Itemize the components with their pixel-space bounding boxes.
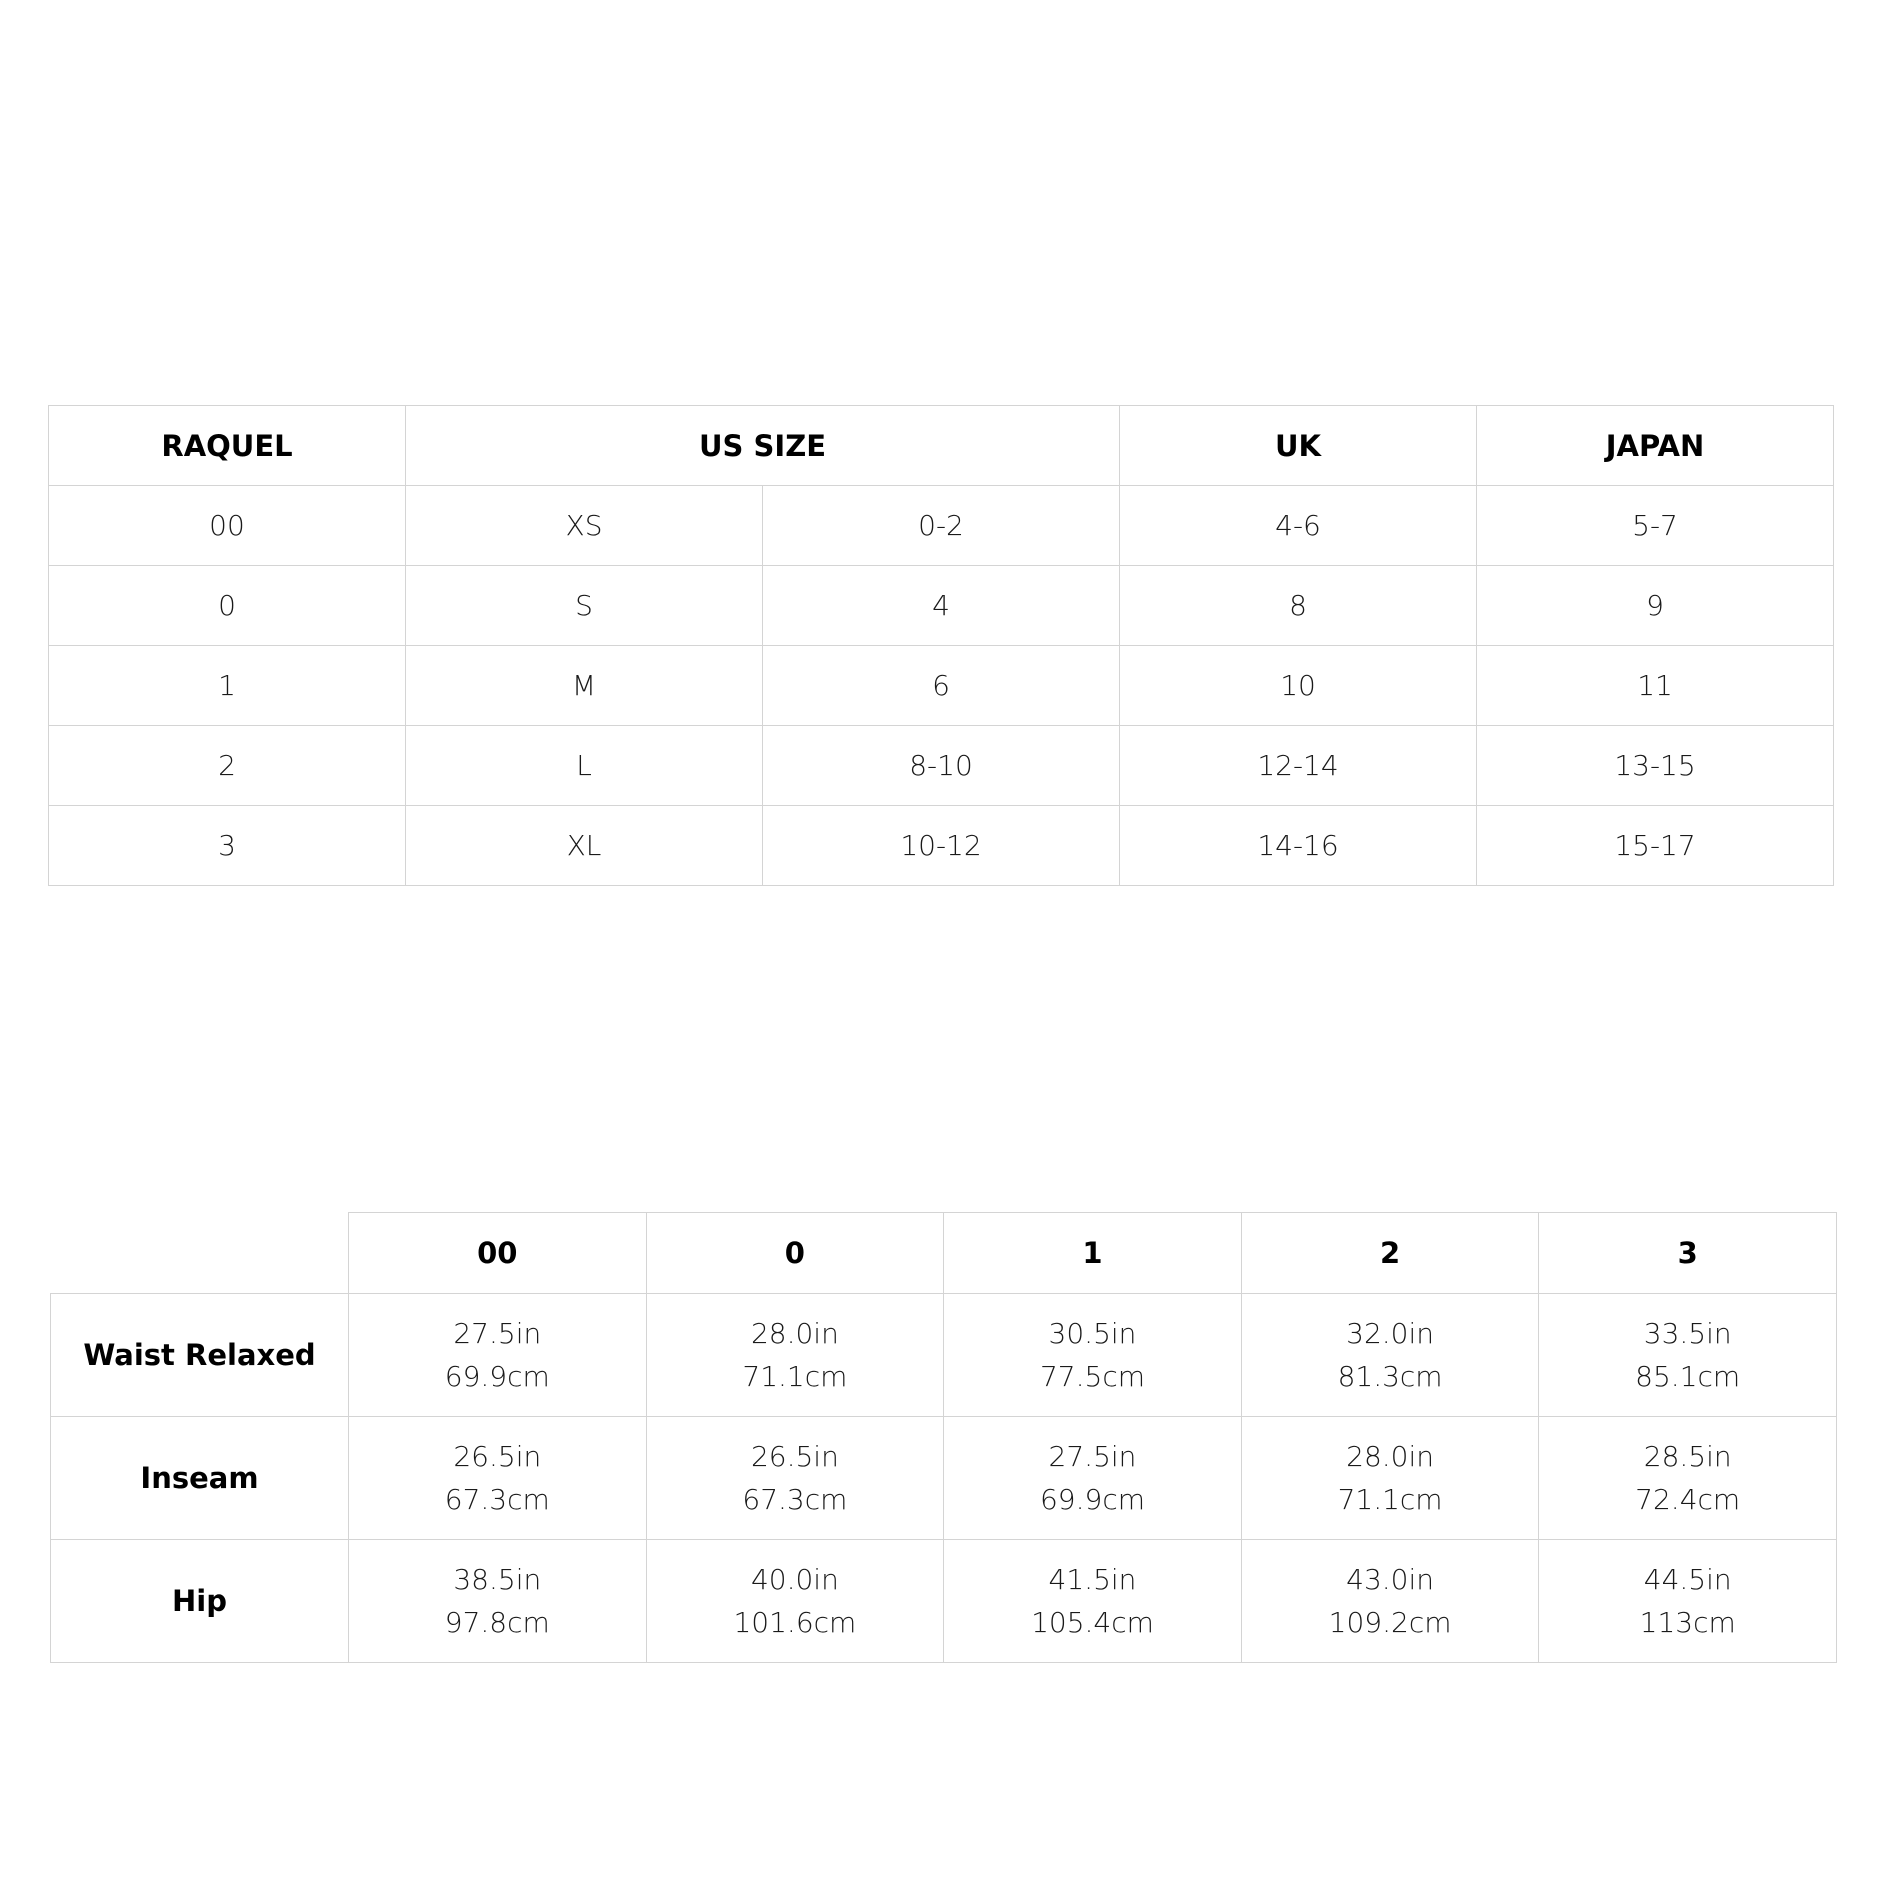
cell-us-number: 10-12 — [763, 806, 1120, 886]
cell-uk: 12-14 — [1120, 726, 1477, 806]
value-cm: 81.3cm — [1337, 1360, 1443, 1393]
value-cm: 97.8cm — [444, 1606, 550, 1639]
header-uk: UK — [1120, 406, 1477, 486]
value-in: 28.0in — [1346, 1440, 1435, 1473]
measurement-cell — [1539, 1540, 1837, 1663]
value-in: 40.0in — [750, 1563, 839, 1596]
value-in: 33.5in — [1643, 1317, 1732, 1350]
measurement-cell — [1241, 1540, 1539, 1663]
row-label-inseam: Inseam — [51, 1417, 349, 1540]
value-in: 38.5in — [453, 1563, 542, 1596]
measurement-cell — [944, 1540, 1242, 1663]
cell-japan: 5-7 — [1477, 486, 1834, 566]
value-cm: 77.5cm — [1039, 1360, 1145, 1393]
value-cm: 109.2cm — [1328, 1606, 1452, 1639]
value-cm: 85.1cm — [1635, 1360, 1741, 1393]
value-cm: 101.6cm — [733, 1606, 857, 1639]
cell-raquel: 0 — [49, 566, 406, 646]
value-in: 27.5in — [453, 1317, 542, 1350]
value-in: 27.5in — [1048, 1440, 1137, 1473]
conversion-header-row — [49, 406, 1834, 486]
header-us-size: US SIZE — [406, 406, 1120, 486]
table-row — [51, 1294, 1837, 1417]
cell-japan: 9 — [1477, 566, 1834, 646]
cell-raquel: 1 — [49, 646, 406, 726]
measurement-cell — [944, 1417, 1242, 1540]
value-cm: 69.9cm — [444, 1360, 550, 1393]
header-size: 1 — [944, 1213, 1242, 1294]
cell-us-number: 4 — [763, 566, 1120, 646]
cell-japan: 13-15 — [1477, 726, 1834, 806]
value-in: 30.5in — [1048, 1317, 1137, 1350]
cell-us-number: 6 — [763, 646, 1120, 726]
table-row — [49, 726, 1834, 806]
value-in: 26.5in — [453, 1440, 542, 1473]
measurement-cell — [646, 1417, 944, 1540]
cell-uk: 10 — [1120, 646, 1477, 726]
empty-corner-cell — [51, 1213, 349, 1294]
measurement-header-row — [51, 1213, 1837, 1294]
measurement-table — [50, 1212, 1837, 1663]
row-label-hip: Hip — [51, 1540, 349, 1663]
value-cm: 67.3cm — [444, 1483, 550, 1516]
cell-us-number: 8-10 — [763, 726, 1120, 806]
measurement-cell — [646, 1540, 944, 1663]
measurement-cell — [349, 1294, 647, 1417]
cell-us-letter: XS — [406, 486, 763, 566]
value-in: 28.0in — [750, 1317, 839, 1350]
value-in: 44.5in — [1643, 1563, 1732, 1596]
cell-uk: 4-6 — [1120, 486, 1477, 566]
header-japan: JAPAN — [1477, 406, 1834, 486]
cell-raquel: 00 — [49, 486, 406, 566]
measurement-cell — [944, 1294, 1242, 1417]
value-cm: 69.9cm — [1039, 1483, 1145, 1516]
value-in: 43.0in — [1346, 1563, 1435, 1596]
value-cm: 105.4cm — [1031, 1606, 1154, 1639]
value-in: 26.5in — [750, 1440, 839, 1473]
header-size: 0 — [646, 1213, 944, 1294]
value-cm: 72.4cm — [1635, 1483, 1741, 1516]
measurement-cell — [1539, 1294, 1837, 1417]
value-cm: 71.1cm — [742, 1360, 848, 1393]
cell-us-letter: L — [406, 726, 763, 806]
measurement-cell — [1241, 1294, 1539, 1417]
value-in: 41.5in — [1048, 1563, 1137, 1596]
measurement-cell — [349, 1417, 647, 1540]
value-in: 28.5in — [1643, 1440, 1732, 1473]
measurement-cell — [1539, 1417, 1837, 1540]
cell-raquel: 2 — [49, 726, 406, 806]
cell-us-letter: XL — [406, 806, 763, 886]
measurement-cell — [646, 1294, 944, 1417]
table-row — [51, 1417, 1837, 1540]
cell-us-number: 0-2 — [763, 486, 1120, 566]
value-in: 32.0in — [1346, 1317, 1435, 1350]
table-row — [49, 566, 1834, 646]
value-cm: 113cm — [1639, 1606, 1736, 1639]
measurement-cell — [349, 1540, 647, 1663]
size-conversion-table — [48, 405, 1834, 886]
value-cm: 67.3cm — [742, 1483, 848, 1516]
table-row — [49, 486, 1834, 566]
header-size: 3 — [1539, 1213, 1837, 1294]
value-cm: 71.1cm — [1337, 1483, 1443, 1516]
cell-uk: 8 — [1120, 566, 1477, 646]
cell-japan: 15-17 — [1477, 806, 1834, 886]
cell-uk: 14-16 — [1120, 806, 1477, 886]
row-label-waist-relaxed: Waist Relaxed — [51, 1294, 349, 1417]
cell-japan: 11 — [1477, 646, 1834, 726]
measurement-cell — [1241, 1417, 1539, 1540]
header-size: 00 — [349, 1213, 647, 1294]
table-row — [49, 646, 1834, 726]
table-row — [51, 1540, 1837, 1663]
cell-us-letter: M — [406, 646, 763, 726]
cell-raquel: 3 — [49, 806, 406, 886]
header-raquel: RAQUEL — [49, 406, 406, 486]
table-row — [49, 806, 1834, 886]
header-size: 2 — [1241, 1213, 1539, 1294]
cell-us-letter: S — [406, 566, 763, 646]
